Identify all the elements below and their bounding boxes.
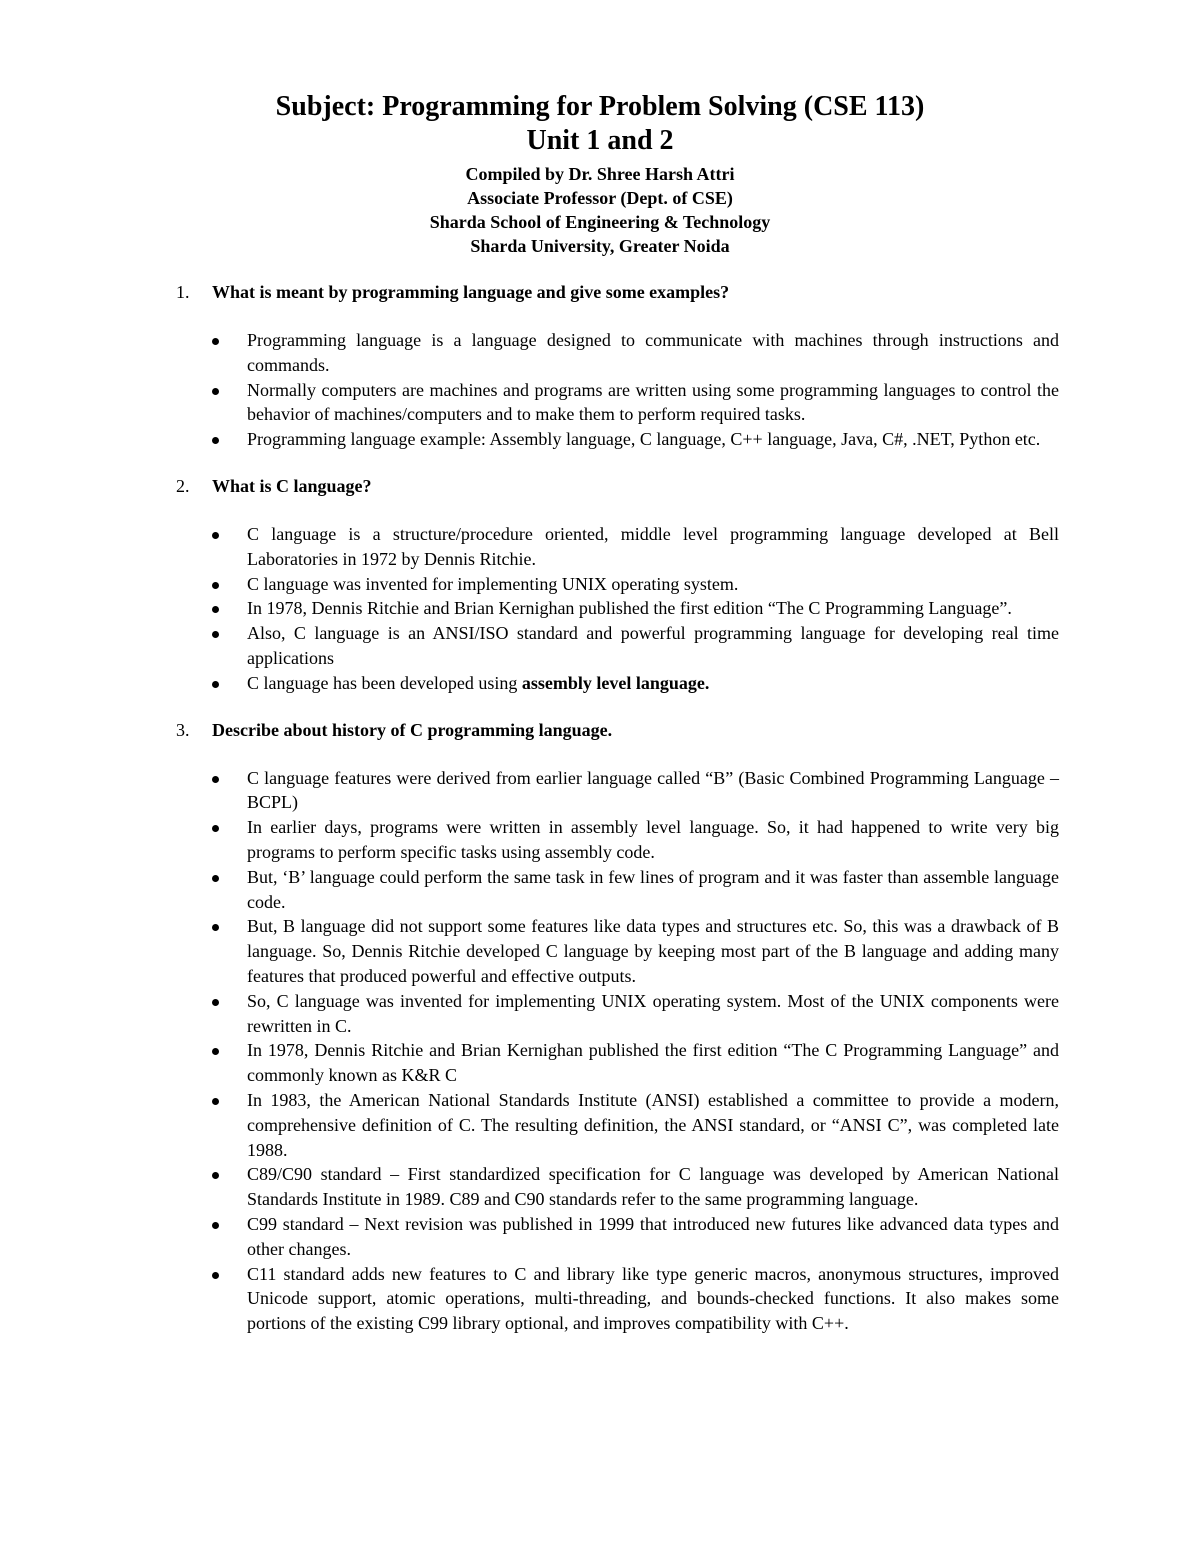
list-item	[0, 572, 1200, 597]
bullet-icon	[212, 606, 219, 613]
list-item-text: C89/C90 standard – First standardized specification for C language was developed by American National Standards Institute in 1989. C89 and C90 standards refer to the same programming language.	[247, 1164, 1059, 1210]
question-number: 3.	[176, 719, 190, 740]
list-item	[0, 427, 1200, 452]
bullet-icon	[212, 388, 219, 395]
question-number: 2.	[176, 475, 190, 496]
bullet-icon	[212, 875, 219, 882]
bullet-icon	[212, 1272, 219, 1279]
list-item-text: C11 standard adds new features to C and library like type generic macros, anonymous structures, improved Unicode support, atomic operations, multi-threading, and bounds-checked functions. It also makes some portions of the existing C99 library optional, and improves compatibility with C++.	[247, 1263, 1059, 1334]
document-subtitle: Unit 1 and 2	[526, 125, 674, 156]
question-1	[0, 280, 1200, 452]
list-item	[0, 815, 1200, 865]
list-item	[0, 1212, 1200, 1262]
question-heading	[0, 280, 1200, 304]
question-text: What is meant by programming language and give some examples?	[212, 282, 730, 302]
question-2	[0, 474, 1200, 696]
list-item	[0, 621, 1200, 671]
list-item-text: C language is a structure/procedure oriented, middle level programming language developed at Bell Laboratories in 1972 by Dennis Ritchie.	[247, 523, 1059, 569]
bullet-icon	[212, 924, 219, 931]
list-item	[0, 989, 1200, 1039]
document-header	[0, 90, 1200, 258]
question-text: What is C language?	[212, 475, 372, 496]
university-name: Sharda University, Greater Noida	[470, 236, 730, 256]
list-item-text: Programming language is a language designed to communicate with machines through instructions and commands.	[247, 330, 1059, 375]
list-item-text: In earlier days, programs were written in assembly level language. So, it had happened to write very big programs to perform specific tasks using assembly code.	[247, 817, 1059, 862]
list-item	[0, 596, 1200, 621]
list-item	[0, 522, 1200, 572]
question-heading	[0, 474, 1200, 498]
list-item	[0, 865, 1200, 915]
bullet-icon	[212, 1098, 219, 1105]
answer-list	[0, 522, 1200, 696]
list-item-text: Programming language example: Assembly language, C language, C++ language, Java, C#, .NET, Python etc.	[247, 429, 1041, 450]
school-name: Sharda School of Engineering & Technology	[429, 212, 771, 232]
list-item-text: Normally computers are machines and programs are written using some programming languages to control the behavior of machines/computers and to make them to perform required tasks.	[247, 379, 1059, 425]
designation: Associate Professor (Dept. of CSE)	[467, 188, 733, 208]
list-item-bold-text: assembly level language.	[521, 672, 710, 693]
bullet-icon	[212, 437, 219, 444]
question-3	[0, 718, 1200, 1336]
bullet-icon	[212, 999, 219, 1006]
list-item	[0, 1262, 1200, 1336]
list-item-text: So, C language was invented for implementing UNIX operating system. Most of the UNIX components were rewritten in C.	[247, 990, 1059, 1036]
list-item-text: In 1983, the American National Standards Institute (ANSI) established a committee to provide a modern, comprehensive definition of C. The resulting definition, the ANSI standard, or “ANSI C”, was completed late 1988.	[247, 1089, 1059, 1160]
list-item-text: In 1978, Dennis Ritchie and Brian Kernighan published the first edition “The C Programming Language”.	[247, 598, 1012, 619]
list-item-text: C language features were derived from earlier language called “B” (Basic Combined Programming Language – BCPL)	[247, 767, 1059, 813]
question-number: 1.	[176, 282, 190, 302]
list-item	[0, 1088, 1200, 1162]
answer-list	[0, 766, 1200, 1336]
answer-list	[0, 328, 1200, 452]
question-list	[0, 280, 1200, 1336]
list-item-text: In 1978, Dennis Ritchie and Brian Kernighan published the first edition “The C Programming Language” and commonly known as K&R C	[247, 1040, 1059, 1086]
bullet-icon	[212, 1222, 219, 1229]
list-item	[0, 1162, 1200, 1212]
list-item	[0, 378, 1200, 428]
bullet-icon	[212, 825, 219, 832]
list-item	[0, 914, 1200, 988]
question-text: Describe about history of C programming language.	[212, 719, 613, 740]
bullet-icon	[212, 582, 219, 589]
list-item-text: Also, C language is an ANSI/ISO standard and powerful programming language for developing real time applications	[247, 623, 1059, 668]
bullet-icon	[212, 1048, 219, 1055]
bullet-icon	[212, 338, 219, 345]
bullet-icon	[212, 631, 219, 638]
bullet-icon	[212, 681, 219, 688]
document-title: Subject: Programming for Problem Solving (CSE 113)	[275, 91, 925, 122]
list-item	[0, 671, 1200, 696]
list-item-text: But, ‘B’ language could perform the same task in few lines of program and it was faster than assemble language code.	[247, 866, 1059, 912]
bullet-icon	[212, 776, 219, 783]
bullet-icon	[212, 1172, 219, 1179]
list-item	[0, 328, 1200, 378]
list-item-text: C language was invented for implementing UNIX operating system.	[247, 573, 739, 594]
list-item-text: C language has been developed using	[247, 672, 522, 693]
list-item	[0, 766, 1200, 816]
question-heading	[0, 718, 1200, 742]
list-item-text: But, B language did not support some features like data types and structures etc. So, this was a drawback of B language. So, Dennis Ritchie developed C language by keeping most part of the B language and adding many features that produced powerful and effective outputs.	[247, 916, 1059, 986]
bullet-icon	[212, 532, 219, 539]
compiled-by: Compiled by Dr. Shree Harsh Attri	[465, 164, 735, 184]
list-item-text: C99 standard – Next revision was published in 1999 that introduced new futures like advanced data types and other changes.	[247, 1213, 1059, 1259]
list-item	[0, 1038, 1200, 1088]
